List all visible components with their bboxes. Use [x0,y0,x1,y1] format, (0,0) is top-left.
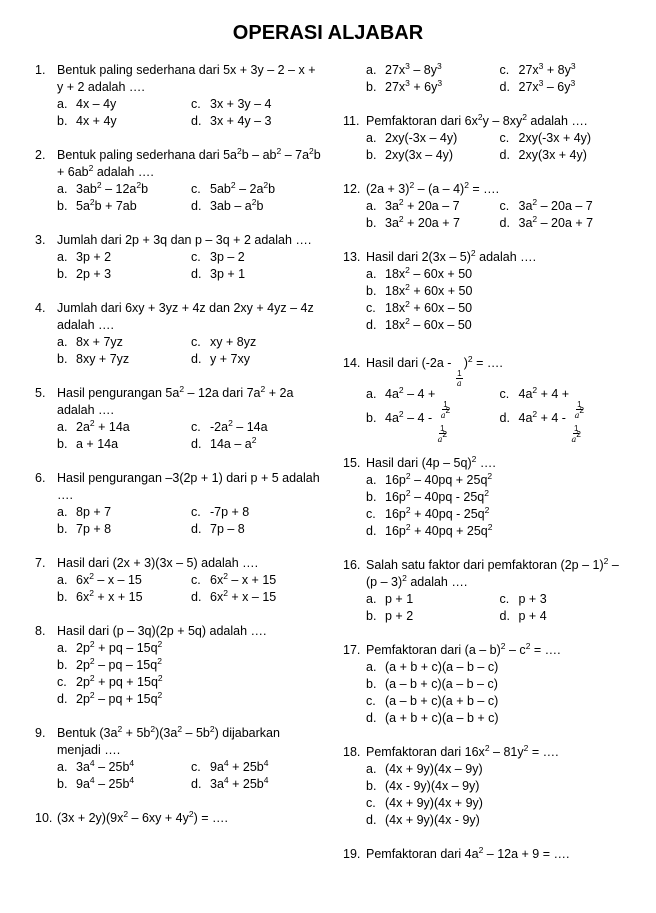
question-10-options [343,62,633,96]
question-stem: Jumlah dari 2p + 3q dan p – 3q + 2 adalah …. [57,233,312,247]
option-d[interactable]: d. $3ab - a^2b$ [191,197,264,213]
option-c[interactable]: c. 2xy(-3x + 4y) [499,131,592,145]
question-10 [35,810,325,827]
question-stem: Pemfaktoran dari $6x^2y - 8xy^2$ adalah …. [366,112,588,128]
option-b[interactable]: b. 2p + 3 [57,267,112,281]
question-stem: Hasil dari (p – 3q)(2p + 5q) adalah …. [57,624,267,638]
option-b[interactable]: b. $4a^2 - 4$ - $\frac{1}{a^2}$ [366,409,448,444]
question-stem: Jumlah dari 6xy + 3yz + 4z dan 2xy + 4yz – 4z adalah …. [57,301,314,332]
option-d[interactable]: d. $4a^2 + 4$ - $\frac{1}{a^2}$ [499,409,581,444]
option-d[interactable]: d. $14a - a^2$ [191,435,257,451]
question-stem: $(2a + 3)^2 - (a - 4)^2$ = …. [366,180,500,196]
option-b[interactable]: b. 8xy + 7yz [57,352,130,366]
question-stem: Salah satu faktor dari pemfaktoran (2p – 1)$^2$ – (p – 3)$^2$ adalah …. [366,556,619,589]
option-b[interactable]: b. $18x^2 + 60x + 50$ [366,282,473,298]
option-a[interactable]: a. $3ab^2 - 12a^2b$ [57,180,149,196]
question-number: 7. [35,556,46,570]
option-d[interactable]: d. $16p^2 + 40pq + 25q^2$ [366,522,493,538]
question-stem: Bentuk paling sederhana dari 5x + 3y – 2 – x + y + 2 adalah …. [57,63,316,94]
option-d[interactable]: d. 3x + 4y – 3 [191,114,272,128]
question-7 [35,555,325,606]
option-a[interactable]: a. 4x – 4y [57,97,117,111]
question-stem: Bentuk paling sederhana dari $5a^2b - ab^2 - 7a^2b + 6ab^2$ adalah …. [57,146,321,179]
option-d[interactable]: d. 2xy(3x + 4y) [499,148,587,162]
question-1 [35,62,325,130]
question-4 [35,300,325,368]
option-d[interactable]: d. $6x^2 + x - 15$ [191,588,277,604]
option-a[interactable]: a. $4a^2 - 4$ + $\frac{1}{a^2}$ [366,385,451,420]
right-column [343,62,633,863]
question-12 [343,181,633,232]
question-number: 17. [343,643,361,657]
option-c[interactable]: c. 3x + 3y – 4 [191,97,272,111]
option-c[interactable]: c. $6x^2 - x + 15$ [191,571,277,587]
question-number: 5. [35,386,46,400]
option-b[interactable]: b. (4x - 9y)(4x – 9y) [366,779,480,793]
question-15 [343,455,633,540]
option-d[interactable]: d. $18x^2 - 60x - 50$ [366,316,472,332]
option-a[interactable]: a. $16p^2 - 40pq + 25q^2$ [366,471,493,487]
question-stem: Hasil dari (2x + 3)(3x – 5) adalah …. [57,556,259,570]
option-c[interactable]: c. $9a^4 + 25b^4$ [191,758,269,774]
option-b[interactable]: b. a + 14a [57,437,119,451]
question-9 [35,725,325,793]
option-a[interactable]: a. $27x^3 - 8y^3$ [366,61,442,77]
question-number: 16. [343,558,361,572]
option-b[interactable]: b. $6x^2 + x + 15$ [57,588,143,604]
question-5 [35,385,325,453]
option-a[interactable]: a. $2p^2$ + pq – $15q^2$ [57,639,163,655]
question-number: 6. [35,471,46,485]
option-d[interactable]: d. $27x^3 - 6y^3$ [499,78,576,94]
question-stem: Bentuk $(3a^2 + 5b^2)(3a^2 - 5b^2)$ dijabarkan menjadi …. [57,724,280,757]
option-a[interactable]: a. $2a^2 + 14a$ [57,418,130,434]
question-11 [343,113,633,164]
option-c[interactable]: c. (a – b + c)(a + b – c) [366,694,499,708]
question-number: 1. [35,63,46,77]
question-14 [343,353,633,444]
question-6 [35,470,325,538]
option-d[interactable]: d. y + 7xy [191,352,250,366]
option-a[interactable]: a. (a + b + c)(a – b – c) [366,660,499,674]
option-b[interactable]: b. p + 2 [366,609,414,623]
option-c[interactable]: c. (4x + 9y)(4x + 9y) [366,796,483,810]
question-13 [343,249,633,334]
option-a[interactable]: a. p + 1 [366,592,414,606]
option-c[interactable]: c. $4a^2 + 4$ + $\frac{1}{a^2}$ [499,385,585,420]
question-number: 18. [343,745,361,759]
question-number: 8. [35,624,46,638]
option-c[interactable]: c. 3p – 2 [191,250,245,264]
question-number: 14. [343,356,361,370]
question-18 [343,744,633,829]
option-b[interactable]: b. 4x + 4y [57,114,117,128]
option-b[interactable]: b. $2p^2$ – pq – $15q^2$ [57,656,162,672]
option-c[interactable]: c. $-2a^2 - 14a$ [191,418,268,434]
question-number: 9. [35,726,46,740]
option-a[interactable]: a. $3a^4 - 25b^4$ [57,758,135,774]
question-8 [35,623,325,708]
option-c[interactable]: c. $16p^2 + 40pq - 25q^2$ [366,505,490,521]
question-number: 3. [35,233,46,247]
question-2 [35,147,325,215]
question-number: 4. [35,301,46,315]
option-c[interactable]: c. $3a^2 - 20a - 7$ [499,197,593,213]
option-a[interactable]: a. 2xy(-3x – 4y) [366,131,458,145]
question-stem: Pemfaktoran dari $16x^2 - 81y^2$ = …. [366,743,559,759]
question-stem: Hasil pengurangan –3(2p + 1) dari p + 5 adalah …. [57,471,320,502]
question-stem: Hasil dari (-2a - $\frac{1}{a}$ )$^2$ = …. [366,354,503,388]
option-d[interactable]: d. 7p – 8 [191,522,245,536]
option-d[interactable]: d. 3p + 1 [191,267,246,281]
question-number: 10. [35,811,53,825]
question-stem: Hasil dari 2(3x – 5)$^2$ adalah …. [366,248,537,264]
option-a[interactable]: a. $3a^2 + 20a - 7$ [366,197,460,213]
question-16 [343,557,633,625]
option-d[interactable]: d. $3a^2 - 20a + 7$ [499,214,594,230]
question-17 [343,642,633,727]
option-b[interactable]: b. $16p^2 - 40pq - 25q^2$ [366,488,489,504]
question-number: 2. [35,148,46,162]
option-a[interactable]: a. $18x^2 - 60x + 50$ [366,265,473,281]
option-a[interactable]: a. 8p + 7 [57,505,112,519]
option-d[interactable]: d. p + 4 [499,609,547,623]
option-b[interactable]: b. $27x^3 + 6y^3$ [366,78,443,94]
option-d[interactable]: d. (a + b + c)(a – b + c) [366,711,499,725]
question-stem: Pemfaktoran dari $4a^2 - 12a + 9$ = …. [366,845,570,861]
question-number: 13. [343,250,361,264]
option-c[interactable]: c. $5ab^2 - 2a^2b$ [191,180,276,196]
option-a[interactable]: a. 3p + 2 [57,250,112,264]
question-stem: $(3x + 2y)(9x^2 - 6xy + 4y^2)$ = …. [57,809,229,825]
option-b[interactable]: b. (a – b + c)(a – b – c) [366,677,498,691]
left-column [35,62,325,827]
option-b[interactable]: b. $5a^2b + 7ab$ [57,197,137,213]
question-stem: Pemfaktoran dari $(a - b)^2 - c^2$ = …. [366,641,561,657]
option-a[interactable]: a. 8x + 7yz [57,335,123,349]
option-c[interactable]: c. $2p^2$ + pq + $15q^2$ [57,673,163,689]
option-a[interactable]: a. $6x^2$ – x – 15 [57,571,142,587]
question-19 [343,846,633,863]
question-number: 12. [343,182,361,196]
option-a[interactable]: a. (4x + 9y)(4x – 9y) [366,762,483,776]
option-b[interactable]: b. 2xy(3x – 4y) [366,148,454,162]
option-b[interactable]: b. 7p + 8 [57,522,112,536]
option-d[interactable]: d. $3a^4 + 25b^4$ [191,775,269,791]
question-number: 19. [343,847,361,861]
option-c[interactable]: c. -7p + 8 [191,505,250,519]
option-c[interactable]: c. $18x^2 + 60x - 50$ [366,299,473,315]
option-c[interactable]: c. p + 3 [499,592,547,606]
question-stem: Hasil dari (4p – 5q)$^2$ …. [366,454,496,470]
option-d[interactable]: d. $2p^2$ – pq + $15q^2$ [57,690,163,706]
question-number: 15. [343,456,361,470]
question-3 [35,232,325,283]
question-number: 11. [343,114,360,128]
option-b[interactable]: b. $3a^2 + 20a + 7$ [366,214,460,230]
option-b[interactable]: b. $9a^4 - 25b^4$ [57,775,135,791]
option-d[interactable]: d. (4x + 9y)(4x - 9y) [366,813,480,827]
question-stem: Hasil pengurangan $5a^2 - 12a$ dari $7a^2 + 2a$ adalah …. [57,384,294,417]
page-title: OPERASI ALJABAR [232,22,424,44]
option-c[interactable]: c. xy + 8yz [191,335,257,349]
option-c[interactable]: c. $27x^3 + 8y^3$ [499,61,576,77]
